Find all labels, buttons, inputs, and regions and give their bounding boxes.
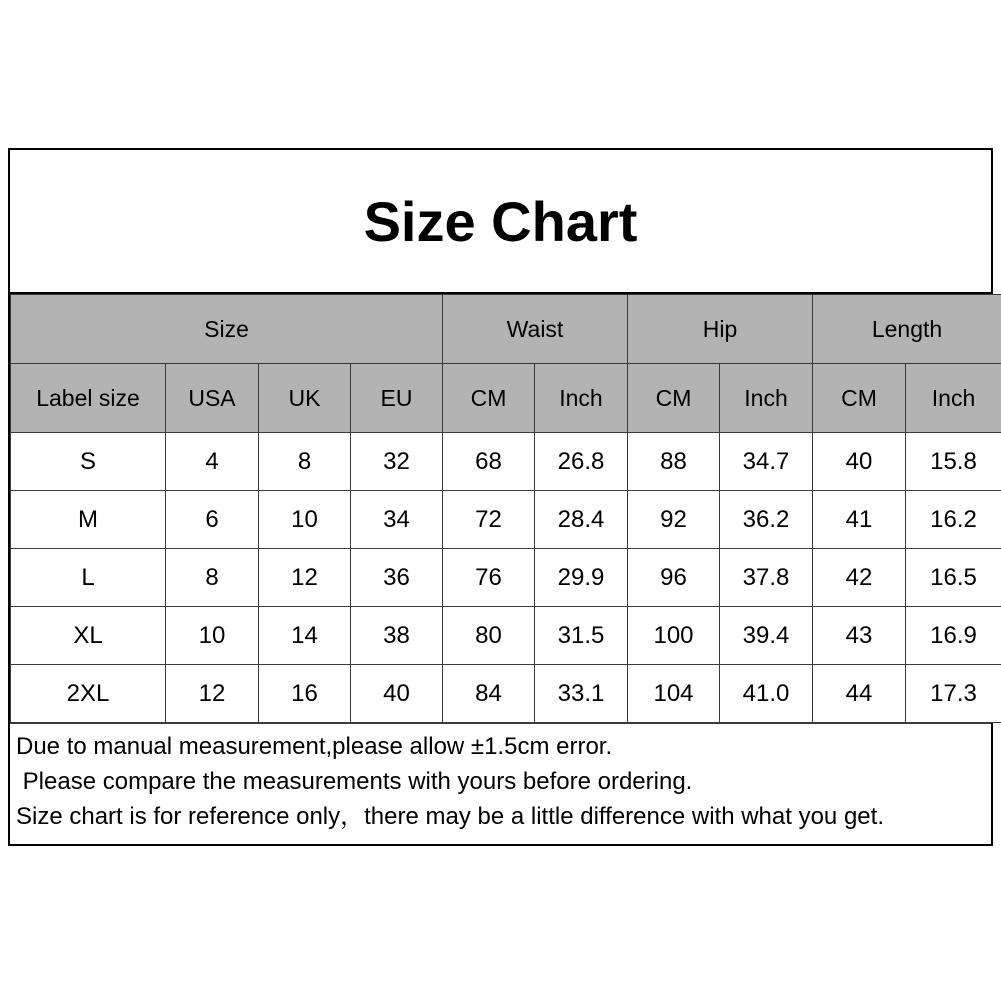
cell-uk: 12 <box>259 549 351 607</box>
chart-title-row <box>10 150 991 294</box>
cell-length-inch: 17.3 <box>906 665 1001 723</box>
cell-label-size: L <box>11 549 166 607</box>
page-title: Size Chart <box>363 189 638 253</box>
cell-waist-inch: 28.4 <box>535 491 628 549</box>
cell-hip-cm: 100 <box>628 607 720 665</box>
cell-uk: 16 <box>259 665 351 723</box>
cell-length-inch: 15.8 <box>906 433 1001 491</box>
cell-waist-inch: 26.8 <box>535 433 628 491</box>
cell-waist-inch: 29.9 <box>535 549 628 607</box>
cell-length-cm: 44 <box>813 665 906 723</box>
cell-usa: 4 <box>166 433 259 491</box>
group-header-waist: Waist <box>443 295 628 364</box>
cell-label-size: M <box>11 491 166 549</box>
table-row <box>11 665 1001 723</box>
column-header-hip-cm: CM <box>628 364 720 433</box>
cell-length-inch: 16.5 <box>906 549 1001 607</box>
cell-hip-inch: 39.4 <box>720 607 813 665</box>
cell-uk: 10 <box>259 491 351 549</box>
column-header-length-cm: CM <box>813 364 906 433</box>
cell-hip-cm: 88 <box>628 433 720 491</box>
cell-length-inch: 16.9 <box>906 607 1001 665</box>
cell-eu: 34 <box>351 491 443 549</box>
cell-waist-cm: 72 <box>443 491 535 549</box>
cell-waist-inch: 33.1 <box>535 665 628 723</box>
cell-eu: 38 <box>351 607 443 665</box>
size-chart-container <box>8 148 993 846</box>
cell-hip-inch: 36.2 <box>720 491 813 549</box>
table-row <box>11 549 1001 607</box>
cell-label-size: 2XL <box>11 665 166 723</box>
column-header-hip-inch: Inch <box>720 364 813 433</box>
cell-label-size: S <box>11 433 166 491</box>
column-header-waist-inch: Inch <box>535 364 628 433</box>
note-reference-only: Size chart is for reference only，there may be a little difference with what you get. <box>16 802 884 830</box>
column-header-row <box>11 364 1001 433</box>
note-compare-measurements: Please compare the measurements with yours before ordering. <box>16 767 693 795</box>
cell-eu: 36 <box>351 549 443 607</box>
cell-hip-inch: 41.0 <box>720 665 813 723</box>
cell-uk: 8 <box>259 433 351 491</box>
cell-label-size: XL <box>11 607 166 665</box>
cell-usa: 10 <box>166 607 259 665</box>
cell-eu: 40 <box>351 665 443 723</box>
table-row <box>11 491 1001 549</box>
cell-hip-cm: 92 <box>628 491 720 549</box>
cell-hip-inch: 34.7 <box>720 433 813 491</box>
group-header-hip: Hip <box>628 295 813 364</box>
cell-length-inch: 16.2 <box>906 491 1001 549</box>
cell-waist-inch: 31.5 <box>535 607 628 665</box>
cell-hip-inch: 37.8 <box>720 549 813 607</box>
cell-eu: 32 <box>351 433 443 491</box>
table-row <box>11 433 1001 491</box>
cell-usa: 6 <box>166 491 259 549</box>
cell-usa: 8 <box>166 549 259 607</box>
column-header-waist-cm: CM <box>443 364 535 433</box>
group-header-row <box>11 295 1001 364</box>
cell-length-cm: 42 <box>813 549 906 607</box>
size-table <box>10 294 1001 723</box>
column-header-usa: USA <box>166 364 259 433</box>
cell-length-cm: 40 <box>813 433 906 491</box>
cell-waist-cm: 76 <box>443 549 535 607</box>
cell-uk: 14 <box>259 607 351 665</box>
column-header-length-inch: Inch <box>906 364 1001 433</box>
column-header-uk: UK <box>259 364 351 433</box>
cell-length-cm: 43 <box>813 607 906 665</box>
cell-usa: 12 <box>166 665 259 723</box>
note-measurement-error: Due to manual measurement,please allow ±1.5cm error. <box>16 733 613 760</box>
column-header-eu: EU <box>351 364 443 433</box>
cell-hip-cm: 96 <box>628 549 720 607</box>
cell-waist-cm: 68 <box>443 433 535 491</box>
group-header-length: Length <box>813 295 1001 364</box>
cell-length-cm: 41 <box>813 491 906 549</box>
cell-waist-cm: 84 <box>443 665 535 723</box>
table-row <box>11 607 1001 665</box>
column-header-label-size: Label size <box>11 364 166 433</box>
group-header-size: Size <box>11 295 443 364</box>
cell-waist-cm: 80 <box>443 607 535 665</box>
cell-hip-cm: 104 <box>628 665 720 723</box>
notes-block <box>10 723 991 844</box>
